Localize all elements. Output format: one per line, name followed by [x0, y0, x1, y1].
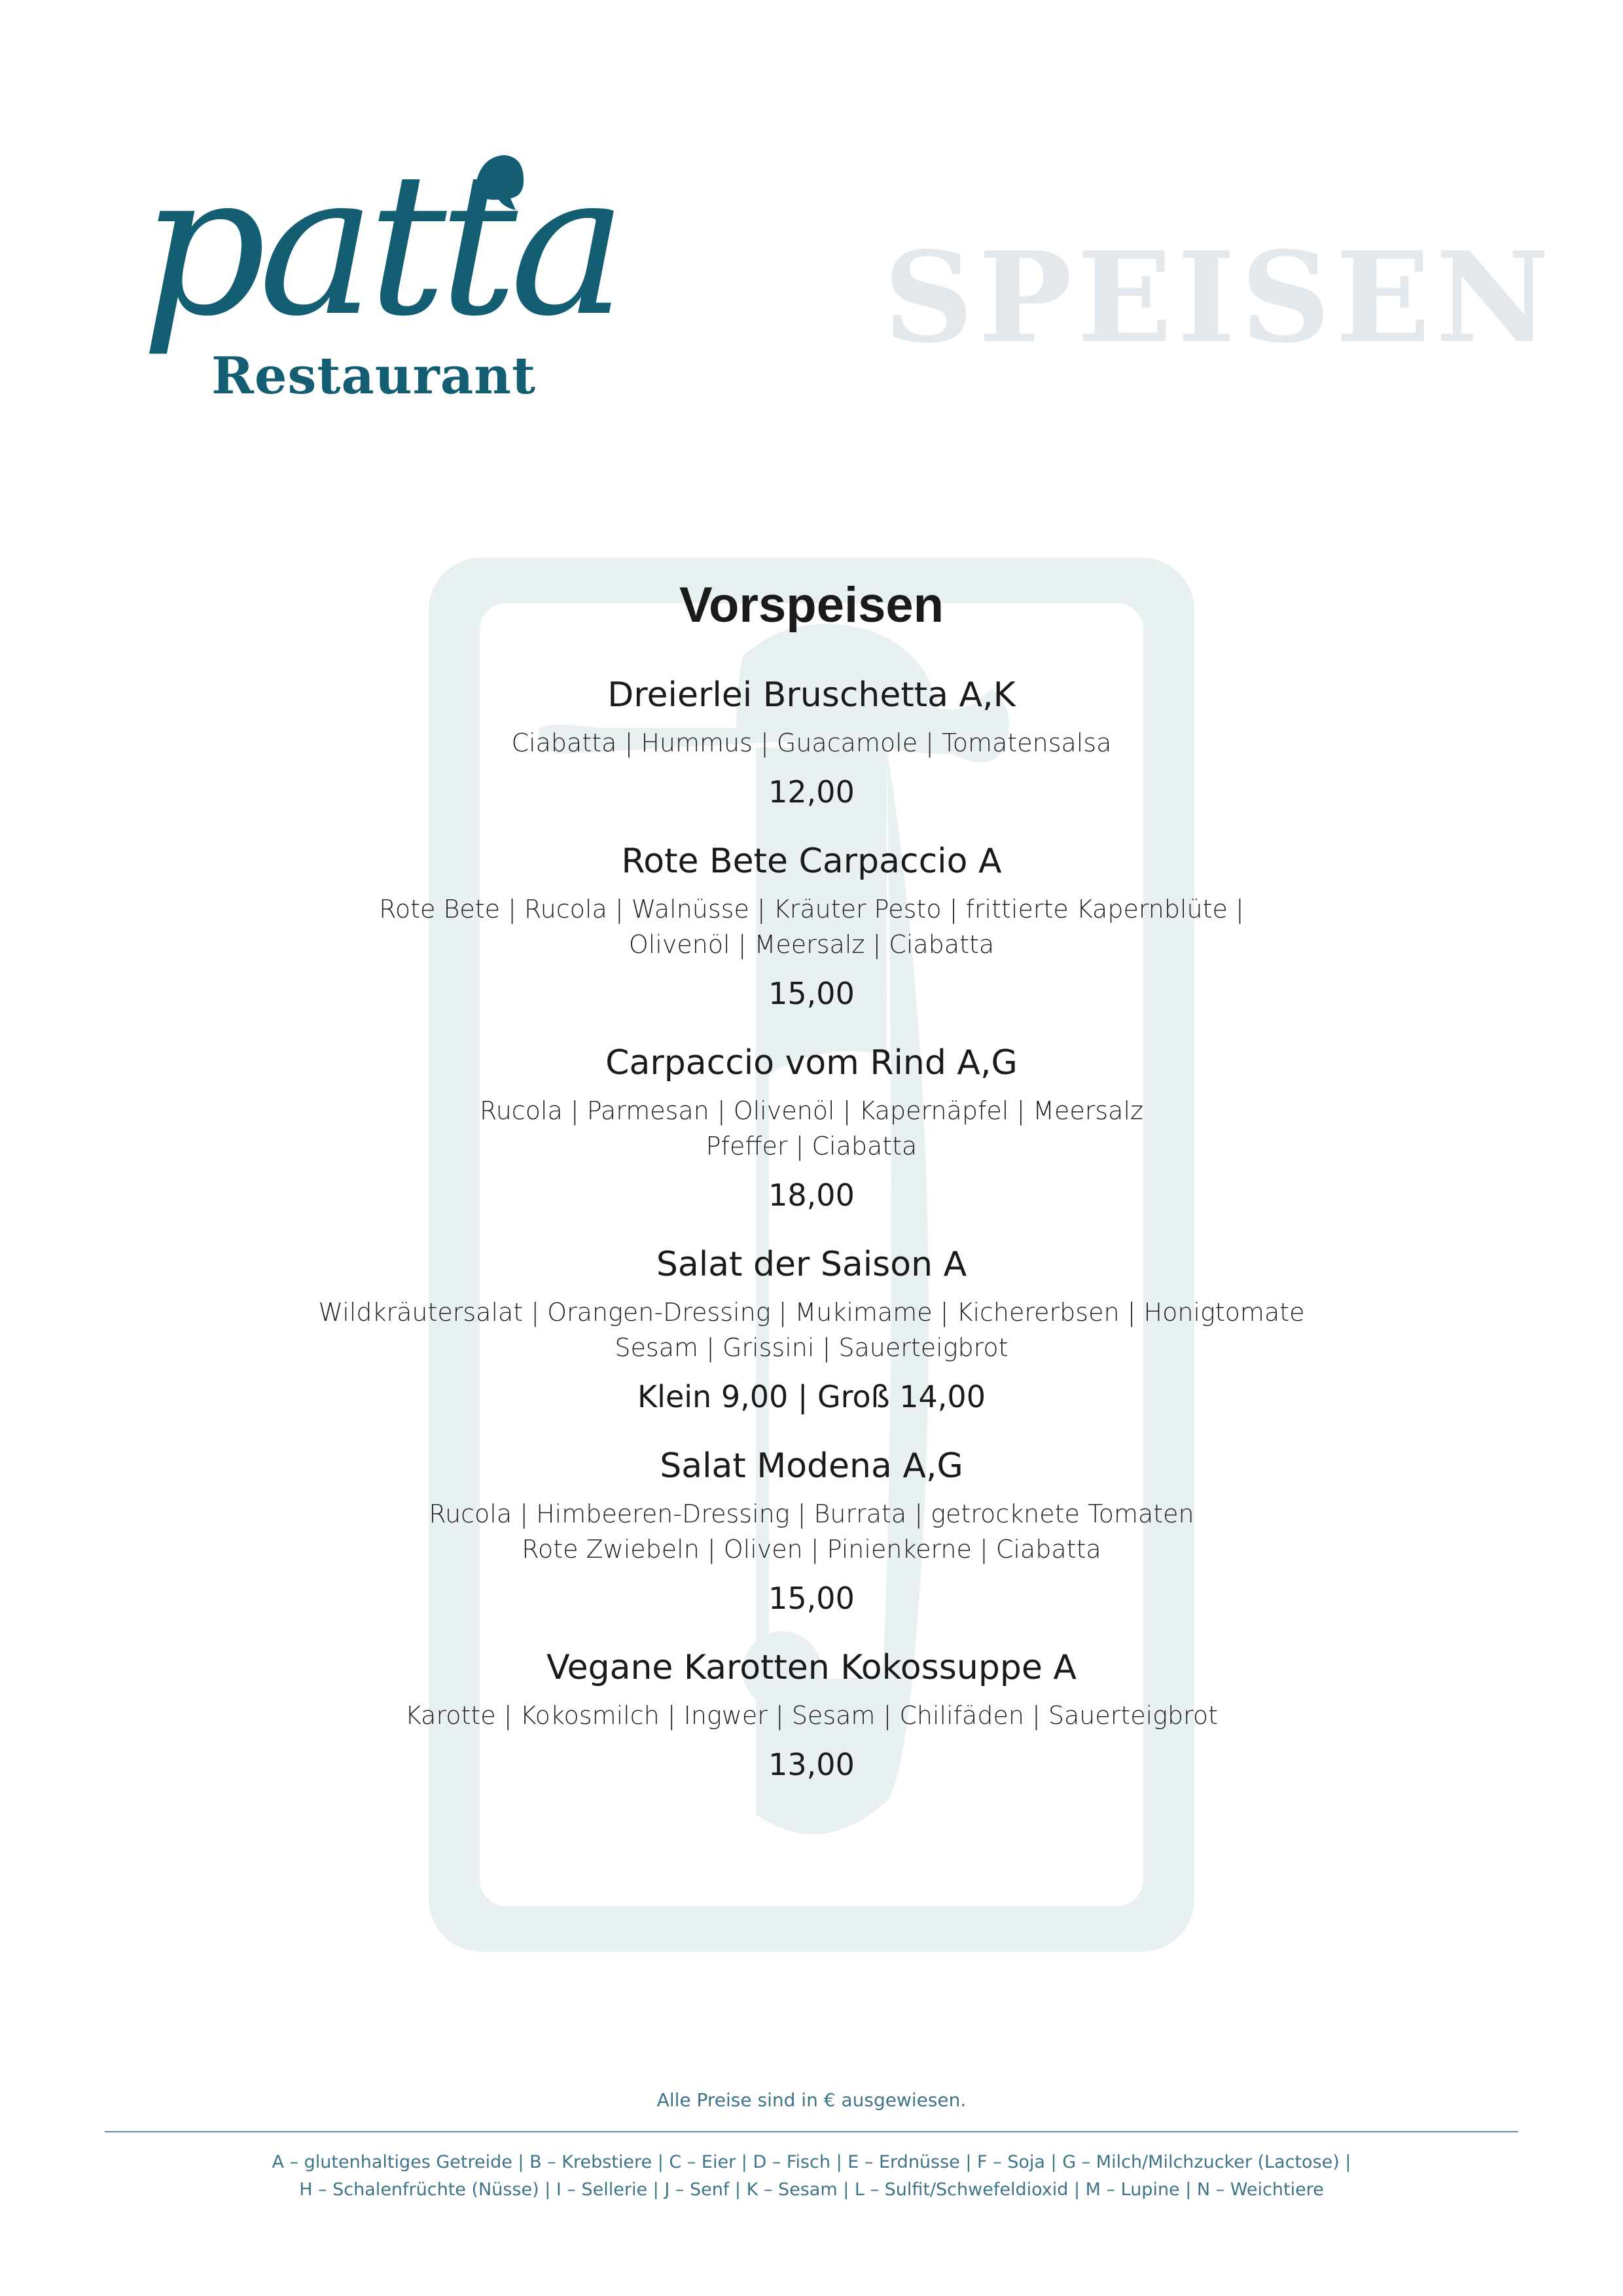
allergen-legend: [0, 2149, 1623, 2204]
dish-price: 15,00: [768, 1581, 855, 1616]
dish-item: [223, 1042, 1400, 1215]
dish-ingredients: Rote Bete | Rucola | Walnüsse | Kräuter Pesto | frittierte Kapernblüte |: [379, 895, 1244, 924]
dish-price: 12,00: [768, 774, 855, 810]
dish-ingredients: Olivenöl | Meersalz | Ciabatta: [628, 930, 995, 959]
menu-section: [223, 576, 1400, 1813]
page-heading: SPEISEN: [883, 224, 1555, 370]
dish-price: 15,00: [768, 976, 855, 1011]
dish-ingredients: Pfeffer | Ciabatta: [705, 1132, 918, 1160]
dish-item: [223, 1647, 1400, 1784]
dish-name: Dreierlei Bruschetta A,K: [607, 675, 1016, 715]
logo-subtitle: Restaurant: [211, 346, 537, 406]
dish-item: [223, 1445, 1400, 1618]
allergen-line: H – Schalenfrüchte (Nüsse) | I – Sellerie | J – Senf | K – Sesam | L – Sulfit/Schwefeldioxid | M – Lupine | N – Weichtiere: [299, 2179, 1324, 2200]
price-note: Alle Preise sind in € ausgewiesen.: [656, 2089, 967, 2111]
logo-wordmark: patta: [141, 131, 619, 359]
dish-ingredients: Rucola | Parmesan | Olivenöl | Kapernäpfel | Meersalz: [480, 1096, 1143, 1125]
dish-name: Rote Bete Carpaccio A: [621, 842, 1002, 881]
restaurant-logo: [141, 131, 619, 416]
dish-price: 13,00: [768, 1747, 855, 1782]
dish-ingredients: Wildkräutersalat | Orangen-Dressing | Mukimame | Kichererbsen | Honigtomate: [318, 1298, 1305, 1327]
dish-price: 18,00: [768, 1177, 855, 1213]
dish-ingredients: Rote Zwiebeln | Oliven | Pinienkerne | Ciabatta: [522, 1535, 1101, 1564]
dish-item: [223, 674, 1400, 812]
dish-ingredients: Ciabatta | Hummus | Guacamole | Tomatensalsa: [511, 728, 1112, 757]
dish-item: [223, 1244, 1400, 1416]
allergen-line: A – glutenhaltiges Getreide | B – Krebstiere | C – Eier | D – Fisch | E – Erdnüsse | F – Soja | G – Milch/Milchzucker (Lactose) |: [272, 2152, 1351, 2172]
dish-name: Salat der Saison A: [656, 1245, 967, 1284]
dish-item: [223, 840, 1400, 1013]
dish-price: Klein 9,00 | Groß 14,00: [637, 1379, 986, 1414]
footer-divider: [105, 2131, 1518, 2132]
dish-name: Salat Modena A,G: [660, 1446, 963, 1486]
section-title: Vorspeisen: [679, 577, 944, 633]
dish-ingredients: Karotte | Kokosmilch | Ingwer | Sesam | Chilifäden | Sauerteigbrot: [404, 1701, 1219, 1730]
dish-ingredients: Rucola | Himbeeren-Dressing | Burrata | getrocknete Tomaten: [429, 1499, 1194, 1528]
dish-name: Vegane Karotten Kokossuppe A: [546, 1648, 1077, 1687]
dish-name: Carpaccio vom Rind A,G: [605, 1043, 1018, 1083]
dish-ingredients: Sesam | Grissini | Sauerteigbrot: [615, 1333, 1008, 1362]
